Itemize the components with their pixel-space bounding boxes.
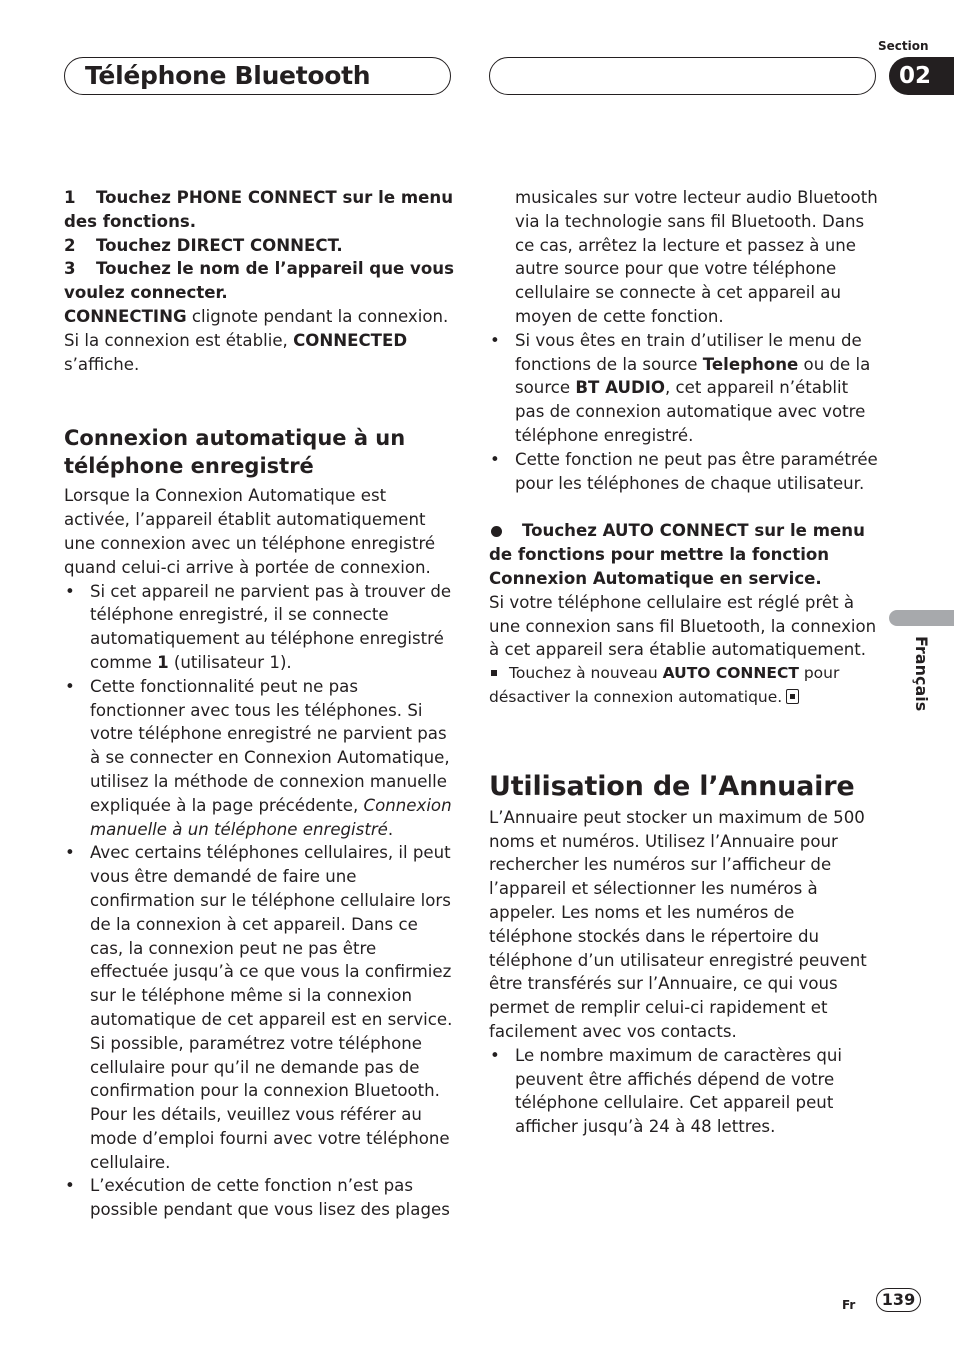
page-number: 139 bbox=[876, 1288, 921, 1312]
section-label: Section bbox=[878, 39, 929, 53]
language-tab bbox=[889, 610, 954, 626]
phonebook-bullets bbox=[489, 1044, 879, 1139]
auto-connect-bullets bbox=[64, 580, 454, 1223]
phonebook-heading: Utilisation de l’Annuaire bbox=[489, 770, 855, 802]
language-label: Français bbox=[912, 636, 931, 712]
section-number: 02 bbox=[889, 57, 954, 95]
bullet-item: • L’exécution de cette fonction n’est pas possible pendant que vous lisez des plages bbox=[64, 1174, 454, 1222]
bullet-item: • Avec certains téléphones cellulaires, il peut vous être demandé de faire une confirmation sur le téléphone cellulaire lors de la connexion à cet appareil. Dans ce cas, la connexion peut ne pas être effectuée jusqu’à ce que vous la confirmiez sur le téléphone même si la connexion automatique de cet appareil est en service. Si possible, paramétrez votre téléphone cellulaire pour qu’il ne demande pas de confirmation pour la connexion Bluetooth. Pour les détails, veuillez vous référer au mode d’emploi fourni avec votre téléphone cellulaire. bbox=[64, 841, 454, 1174]
left-column bbox=[64, 186, 454, 1222]
auto-connect-heading: Connexion automatique à un téléphone enregistré bbox=[64, 426, 406, 479]
header-title-box bbox=[64, 57, 451, 95]
auto-connect-step: Touchez AUTO CONNECT sur le menu de fonctions pour mettre la fonction Connexion Automatique en service. bbox=[489, 521, 865, 588]
step-1: 1 Touchez PHONE CONNECT sur le menu des fonctions. bbox=[64, 188, 454, 231]
step-3: 3 Touchez le nom de l’appareil que vous voulez connecter. bbox=[64, 259, 454, 303]
step-2: 2 Touchez DIRECT CONNECT. bbox=[64, 235, 343, 255]
bullet-item: • Cette fonctionnalité peut ne pas fonctionner avec tous les téléphones. Si votre téléphone enregistré ne parvient pas à se connecter en Connexion Automatique, utilisez la méthode de connexion manuelle expliquée à la page précédente, Connexion manuelle à un téléphone enregistré. bbox=[64, 675, 454, 842]
bullet-item: • Si vous êtes en train d’utiliser le menu de fonctions de la source Telephone ou de la source BT AUDIO, cet appareil n’établit pas de connexion automatique avec votre téléphone enregistré. bbox=[489, 329, 879, 448]
auto-connect-step-description: Si votre téléphone cellulaire est réglé prêt à une connexion sans fil Bluetooth, la connexion à cet appareil sera établie automatiquement. bbox=[489, 592, 877, 660]
footer-language: Fr bbox=[842, 1298, 856, 1312]
right-column bbox=[489, 186, 879, 1139]
bullet-continuation: musicales sur votre lecteur audio Bluetooth via la technologie sans fil Bluetooth. Dans ce cas, arrêtez la lecture et passez à une autre source pour que votre téléphone cellulaire se connecte à cet appareil au moyen de cette fonction. bbox=[515, 188, 878, 326]
phonebook-intro: L’Annuaire peut stocker un maximum de 500 noms et numéros. Utilisez l’Annuaire pour rechercher les numéros sur l’afficheur de l’appareil et sélectionner les numéros à appeler. Les noms et les numéros de téléphone stockés dans le répertoire du téléphone d’un utilisateur enregistré peuvent être transférés sur l’Annuaire, ce qui vous permet de remplir celui-ci rapidement et facilement avec vos contacts. bbox=[489, 807, 867, 1041]
header-blank-box bbox=[489, 57, 876, 95]
note: Touchez à nouveau AUTO CONNECT pour désactiver la connexion automatique. bbox=[489, 664, 840, 706]
bullet-dot-icon bbox=[491, 526, 502, 537]
end-mark-icon bbox=[786, 689, 799, 704]
page-title: Téléphone Bluetooth bbox=[85, 61, 371, 90]
note-square-icon bbox=[491, 670, 497, 676]
bullet-item: • Si cet appareil ne parvient pas à trouver de téléphone enregistré, il se connecte automatiquement au téléphone enregistré comme 1 (utilisateur 1). bbox=[64, 580, 454, 675]
step-3-description: CONNECTING clignote pendant la connexion. Si la connexion est établie, CONNECTED s’affiche. bbox=[64, 306, 449, 374]
auto-connect-intro: Lorsque la Connexion Automatique est activée, l’appareil établit automatiquement une connexion avec un téléphone enregistré quand celui-ci arrive à portée de connexion. bbox=[64, 486, 436, 577]
bullet-item: • Le nombre maximum de caractères qui peuvent être affichés dépend de votre téléphone cellulaire. Cet appareil peut afficher jusqu’à 24 à 48 lettres. bbox=[489, 1044, 879, 1139]
bullet-item: • Cette fonction ne peut pas être paramétrée pour les téléphones de chaque utilisateur. bbox=[489, 448, 879, 496]
continued-bullets bbox=[489, 186, 879, 495]
